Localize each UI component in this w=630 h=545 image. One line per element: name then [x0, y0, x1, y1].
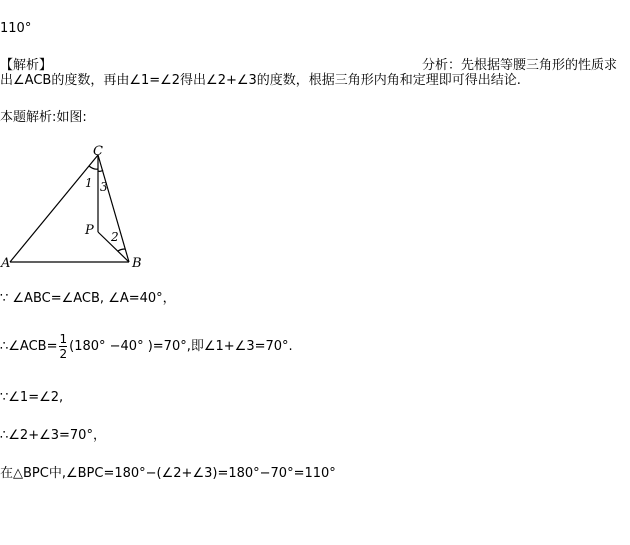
label-angle-3: 3 [100, 180, 108, 194]
analysis-line-1: 分析：先根据等腰三角形的性质求 [422, 58, 618, 73]
fraction-denominator: 2 [59, 347, 68, 361]
label-angle-2: 2 [111, 230, 119, 244]
analysis-line-2: 出∠ACB的度数，再由∠1=∠2得出∠2+∠3的度数，根据三角形内角和定理即可得出结论. [0, 73, 521, 88]
step-1: ∵ ∠ABC=∠ACB, ∠A=40°， [0, 291, 176, 306]
label-a: A [1, 256, 11, 271]
label-c: C [93, 144, 103, 159]
fraction-numerator: 1 [59, 332, 68, 346]
angle-arc-2 [118, 249, 125, 251]
label-p: P [85, 223, 94, 238]
triangle-figure [0, 143, 160, 273]
angle-arc-3 [98, 170, 103, 171]
fraction-half [59, 332, 67, 361]
solution-intro: 本题解析:如图: [0, 110, 87, 125]
side-ac [10, 155, 98, 262]
step-2-pre: ∴∠ACB= [0, 339, 58, 354]
step-5: 在△BPC中,∠BPC=180°−(∠2+∠3)=180°−70°=110° [0, 466, 336, 481]
label-b: B [132, 256, 142, 271]
step-2 [0, 329, 293, 365]
triangle-lines [10, 155, 129, 262]
step-2-post: (180° −40° )=70°,即∠1+∠3=70°. [69, 339, 293, 354]
label-angle-1: 1 [85, 176, 93, 190]
step-4: ∴∠2+∠3=70°， [0, 428, 106, 443]
step-3: ∵∠1=∠2, [0, 390, 64, 405]
angle-arc-1 [89, 166, 98, 169]
answer-text: 110° [0, 21, 32, 36]
analysis-heading: 【解析】 [0, 58, 53, 73]
